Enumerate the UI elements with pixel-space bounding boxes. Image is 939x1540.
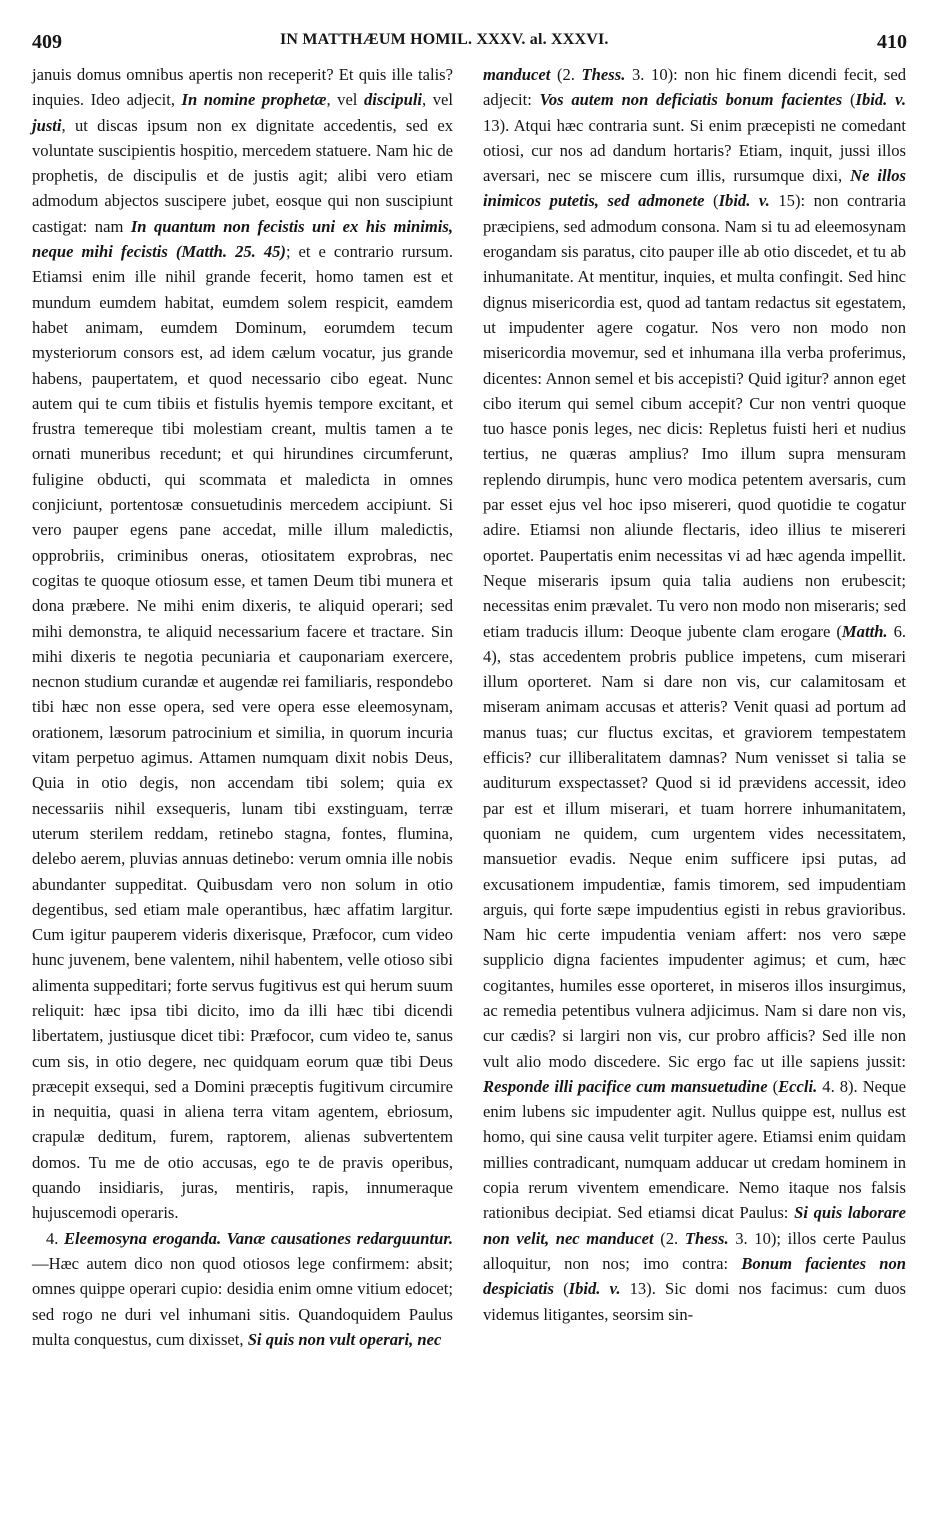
italic-citation: justi — [32, 115, 62, 135]
italic-citation: discipuli — [363, 90, 423, 110]
italic-citation: Thess. — [581, 65, 626, 84]
italic-citation: Si quis non vult operari, nec — [247, 1329, 442, 1349]
italic-citation: Ibid. v. — [568, 1279, 621, 1299]
running-title: IN MATTHÆUM HOMIL. XXXV. al. XXXVI. — [280, 31, 609, 48]
italic-citation: Ibid. v. — [855, 90, 907, 110]
italic-citation: Ibid. v. — [718, 191, 770, 211]
column-right-text: manducet (2. Thess. 3. 10): non hic finem dicendi fecit, sed adjecit: Vos autem non deficiatis bonum facientes (Ibid. v. 13). Atqui hæc contraria sunt. Si enim præcepisti ne comedant otiosi, cur nos ad dandum hortaris? Etiam, inquit, jussi illos aversari, nec se miscere cum illis, rursumque dixi, Ne illos inimicos putetis, sed admonete (Ibid. v. 15): non contraria præcipiens, sed admodum consona. Nam si tu ad eleemosynam erogandam sis paratus, cito pauper ille ab otio discedet, et tu ab inhumanitate. At mentitur, inquies, et multa confingit. Sed hinc dignus misericordia est, quod ad tantam redactus sit egestatem, ut impudenter agere cogatur. Nos vero non modo non misericordia movemur, sed et inhumana illa verba proferimus, dicentes: Annon semel et bis accepisti? Quid igitur? annon eget cibo iterum qui semel cibum accepit? Cur non ventri quoque tuo hasce ponis leges, nec dicis: Repletus fuisti heri et nudius tertius, ne quæras amplius? Imo illum supra mensuram replendo dirumpis, hunc vero modica petentem aversaris, cum par esset ejus vel hoc ipso misereri, quod quotidie te cogatur adire. Etiamsi non aliunde flectaris, ideo illius te misereri oportet. Paupertatis enim necessitas vi ad hæc agenda impellit. Neque miseraris ipsum quia talia audiens non erubescit; necessitas enim prævalet. Tu vero non modo non miseraris; sed etiam traducis illum: Deoque jubente clam erogare (Matth. 6. 4), stas accedentem probris publice impetens, cum miserari illum oporteret. Nam si dare non vis, cur calamitosam et miseram animam accusas et atteris? Venit quasi ad portum ad manus tuas; cur fluctus excitas, et graviorem tempestatem efficis? cur illiberalitatem damnas? Num venisset si talia se auditurum exspectasset? Quod si id prævidens accessit, ideo par est et illum miserari, et tuam horrere inhumanitatem, quoniam ne quidem, cum urgentem vides necessitatem, mansuetior evadis. Neque enim sufficere ipsi putas, ad excusationem impudentiæ, famis timorem, sed impudentiam arguis, qui forte sæpe impudentius egisti in rebus gravioribus. Nam hic certe impudentia veniam affert: nos vero sæpe supplicio digna facientes impudenter agimus; et cum, hæc cogitantes, humiles esse oporteret, in miseros illos insurgimus, ac remedia petentibus vulnera adjicimus. Nam si dare non vis, cur cædis? si largiri non vis, cur probro afficis? Sed ille non vult alio modo discedere. Sic ergo fac ut ille sapiens jussit: Responde illi pacifice cum mansuetudine (Eccli. 4. 8). Neque enim lubens sic impudenter agit. Nullus quippe est, nullus est homo, qui sine causa velit turpiter agere. Etiamsi enim quidam millies contradicant, numquam adducar ut credam hominem in copia rerum viventem emendicare. Nemo itaque nos falsis rationibus decipiat. Sed etiamsi dicat Paulus: Si quis laborare non velit, nec manducet (2. Thess. 3. 10); illos certe Paulus alloquitur, non nos; imo contra: Bonum facientes non despiciatis (Ibid. v. 13). Sic domi nos facimus: cum duos videmus litigantes, seorsim sin- — [483, 65, 907, 1324]
text-column-left — [32, 62, 453, 1352]
italic-citation: In nomine prophetæ — [181, 90, 327, 110]
italic-citation: Eccli. — [778, 1076, 818, 1096]
page-number-left: 409 — [32, 31, 62, 53]
italic-citation: Thess. — [684, 1228, 729, 1248]
running-header — [32, 31, 907, 55]
italic-citation: Vos autem non deficiatis bonum facientes — [539, 90, 843, 110]
italic-citation: Si quis laborare non velit, nec manducet — [483, 1203, 906, 1248]
column-left-text: januis domus omnibus apertis non receperit? Et quis ille talis? inquies. Ideo adjecit, In nomine prophetæ, vel discipuli, vel justi, ut discas ipsum non ex dignitate accedentis, sed ex voluntate suscipientis hospitio, mercedem statuere. Nam hic de prophetis, de discipulis et de justis agit; alibi vero etiam admodum abjectos suscipere jubet, eosque qui non suscipiunt castigat: nam In quantum non fecistis uni ex his minimis, neque mihi fecistis (Matth. 25. 45); et e contrario rursum. Etiamsi enim ille nihil grande fecerit, homo tamen est et mundum eumdem habitat, eumdem solem respicit, eamdem habet animam, eumdem Dominum, eorumdem tecum mysteriorum consors est, ad idem cælum vocatur, jus grande habens, paupertatem, et quod necessario cibo egeat. Nunc autem qui te cum tibiis et fistulis hyemis tempore excitant, et frustra temereque tibi molestiam creant, multis tamen a te ornati muneribus recedunt; et qui hirundines circumferunt, fuligine obducti, qui scommata et maledicta in omnes conjiciunt, portentosæ consuetudinis mercedem accipiunt. Si vero pauper egens pane accedat, mille illum maledictis, opprobriis, criminibus oneras, otiositatem exprobras, nec cogitas te quoque otiosum esse, et tamen Deum tibi munera et dona præbere. Ne mihi enim dixeris, te aliquid operari; sed mihi demonstra, te aliquid necessarium facere et tractare. Sin mihi dixeris te negotia pecuniaria et cauponariam exercere, necnon studium curandæ et augendæ rei familiaris, respondebo tibi hæc non esse opera, sed vere opera esse eleemosynam, orationem, læsorum patrocinium et similia, in quorum incuria vitam perpetuo agimus. Attamen numquam dixit nobis Deus, Quia in otio degis, non accendam tibi solem; quia ex necessariis nihil exsequeris, lunam tibi exstinguam, terræ uterum sterilem reddam, retinebo stagna, fontes, flumina, delebo aerem, pluvias annuas detinebo: verum omnia ille nobis abundanter suppeditat. Quibusdam vero non solum in otio degentibus, sed etiam male operantibus, hæc affatim largitur. Cum igitur pauperem videris dixerisque, Præfocor, cum video hunc juvenem, bene valentem, nihil habentem, velle otioso sibi alimenta suppeditari; forte servus fugitivus est qui herum suum reliquit: hæc ipsa tibi dicito, imo da illi hæc tibi dicendi libertatem, justiusque dicet tibi: Præfocor, cum video te, sanus cum sis, in otio degere, nec quidquam eorum quæ tibi Deus præcepit exsequi, sed a Domini præceptis fugitivum circumire in nequitia, quasi in aliena terra vitam agentem, ebriosum, crapulæ deditum, furem, raptorem, alienas subvertentem domos. Tu me de otio accusas, ego te de pravis operibus, quando insidiaris, juras, mentiris, rapis, innumeraque hujuscemodi operaris. 4. Eleemosyna eroganda. Vanæ causationes redarguuntur.—Hæc autem dico non quod otiosos lege confirmem: absit; omnes quippe operari cupio: desidia enim omne vitium edocet; sed rogo ne duri vel inhumani sitis. Quandoquidem Paulus multa conquestus, cum dixisset, Si quis non vult operari, nec — [32, 65, 454, 1349]
italic-citation: Responde illi pacifice cum mansuetudine — [483, 1076, 768, 1096]
italic-citation: Eleemosyna eroganda. Vanæ causationes redarguuntur. — [63, 1228, 454, 1248]
italic-citation: Ne illos inimicos putetis, sed admonete — [483, 166, 906, 211]
italic-citation: manducet — [483, 65, 551, 84]
text-column-right — [483, 62, 906, 1327]
italic-citation: In quantum non fecistis uni ex his minimis, neque mihi fecistis (Matth. 25. 45) — [32, 216, 453, 262]
page-number-right: 410 — [877, 31, 907, 53]
italic-citation: Bonum facientes non despiciatis — [483, 1253, 906, 1299]
italic-citation: Matth. — [841, 621, 888, 641]
